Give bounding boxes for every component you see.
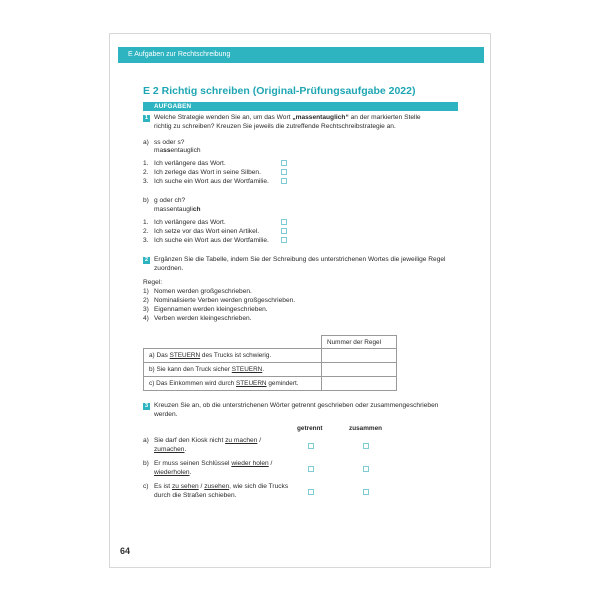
task-1-instruction-line2: richtig zu schreiben? Kreuzen Sie jeweils die zutreffende Rechtschreibstrategie an.	[154, 123, 396, 130]
task-1b-option-3-checkbox[interactable]	[281, 237, 287, 243]
task-2-instruction-line2: zuordnen.	[154, 265, 184, 272]
task-3b-line1: Er muss seinen Schlüssel wieder holen /	[154, 460, 273, 467]
section-header-bar	[118, 47, 484, 63]
task-1b-option-text: Ich suche ein Wort aus der Wortfamilie.	[154, 237, 269, 244]
page-number: 64	[120, 546, 131, 556]
task-3c-line2: durch die Straßen schieben.	[154, 492, 237, 499]
task-3a-line2: zumachen.	[154, 446, 187, 453]
task-3c-getrennt-checkbox[interactable]	[308, 489, 314, 495]
task-3a-line1: Sie darf den Kiosk nicht zu machen /	[154, 437, 262, 444]
task-2-instruction-line1: Ergänzen Sie die Tabelle, indem Sie der Schreibung des unterstrichenen Wortes die jeweilige Regel	[154, 256, 446, 263]
rule-number: 2)	[143, 297, 149, 304]
rule-number-input-cell[interactable]	[322, 363, 397, 377]
task-3b-label: b)	[143, 460, 149, 467]
rule-text: Verben werden kleingeschrieben.	[154, 315, 252, 322]
task-3c-line1: Es ist zu sehen / zusehen, wie sich die Trucks	[154, 483, 289, 490]
rule-number: 1)	[143, 288, 149, 295]
rule-text: Nominalisierte Verben werden großgeschrieben.	[154, 297, 296, 304]
column-header-getrennt: getrennt	[297, 425, 323, 432]
task-1a-option-number: 2.	[143, 169, 149, 176]
task-3c-label: c)	[143, 483, 149, 490]
task-1a-option-text: Ich suche ein Wort aus der Wortfamilie.	[154, 178, 269, 185]
rules-heading: Regel:	[143, 279, 163, 286]
task-1a-option-number: 3.	[143, 178, 149, 185]
column-header-zusammen: zusammen	[349, 425, 383, 432]
task-1b-option-text: Ich setze vor das Wort einen Artikel.	[154, 228, 260, 235]
rules-table	[143, 335, 397, 391]
task-3a-getrennt-checkbox[interactable]	[308, 443, 314, 449]
task-1b-option-1-checkbox[interactable]	[281, 219, 287, 225]
task-3b-getrennt-checkbox[interactable]	[308, 466, 314, 472]
task-1a-option-number: 1.	[143, 160, 149, 167]
section-header-label: E Aufgaben zur Rechtschreibung	[128, 51, 231, 58]
task-1a-word: massentauglich	[154, 147, 201, 154]
task-1b-option-text: Ich verlängere das Wort.	[154, 219, 226, 226]
task-1b-option-2-checkbox[interactable]	[281, 228, 287, 234]
rule-text: Eigennamen werden kleingeschrieben.	[154, 306, 268, 313]
table-row	[144, 349, 397, 363]
table-header-row	[144, 336, 397, 349]
task-1b-question: g oder ch?	[154, 197, 186, 204]
textbook-page	[109, 33, 491, 568]
table-sentence-cell: a) Das STEUERN des Trucks ist schwierig.	[144, 349, 322, 363]
task-1-instruction-line1: Welche Strategie wenden Sie an, um das Wort „massentauglich“ an der markierten Stelle	[154, 114, 421, 121]
task-1b-option-number: 2.	[143, 228, 149, 235]
task-3-instruction-line1: Kreuzen Sie an, ob die unterstrichenen Wörter getrennt geschrieben oder zusammengeschrieben	[154, 402, 439, 409]
task-3c-zusammen-checkbox[interactable]	[363, 489, 369, 495]
task-1a-label: a)	[143, 139, 149, 146]
task-1a-option-text: Ich zerlege das Wort in seine Silben.	[154, 169, 261, 176]
task-3-number: 3	[144, 403, 149, 409]
task-1a-option-3-checkbox[interactable]	[281, 178, 287, 184]
aufgaben-label: AUFGABEN	[154, 103, 192, 110]
task-1a-option-text: Ich verlängere das Wort.	[154, 160, 226, 167]
table-row	[144, 363, 397, 377]
task-1b-label: b)	[143, 197, 149, 204]
rule-number-input-cell[interactable]	[322, 377, 397, 391]
rule-number-input-cell[interactable]	[322, 349, 397, 363]
table-sentence-cell: b) Sie kann den Truck sicher STEUERN.	[144, 363, 322, 377]
task-1b-option-number: 1.	[143, 219, 149, 226]
rule-text: Nomen werden großgeschrieben.	[154, 288, 252, 295]
task-1a-option-1-checkbox[interactable]	[281, 160, 287, 166]
task-3b-zusammen-checkbox[interactable]	[363, 466, 369, 472]
exercise-title: E 2 Richtig schreiben (Original-Prüfungsaufgabe 2022)	[143, 85, 416, 97]
task-3a-label: a)	[143, 437, 149, 444]
task-1a-option-2-checkbox[interactable]	[281, 169, 287, 175]
rule-number: 4)	[143, 315, 149, 322]
task-3-instruction-line2: werden.	[154, 411, 178, 418]
task-1-number: 1	[144, 115, 149, 121]
aufgaben-bar	[143, 102, 458, 111]
task-2-number: 2	[144, 257, 149, 263]
rule-number: 3)	[143, 306, 149, 313]
task-1a-question: ss oder s?	[154, 139, 185, 146]
task-3a-zusammen-checkbox[interactable]	[363, 443, 369, 449]
task-1b-option-number: 3.	[143, 237, 149, 244]
task-1b-word: massentauglich	[154, 206, 201, 213]
table-row	[144, 377, 397, 391]
task-3b-line2: wiederholen.	[154, 469, 192, 476]
table-sentence-cell: c) Das Einkommen wird durch STEUERN gemindert.	[144, 377, 322, 391]
table-header-cell: Nummer der Regel	[322, 336, 397, 349]
